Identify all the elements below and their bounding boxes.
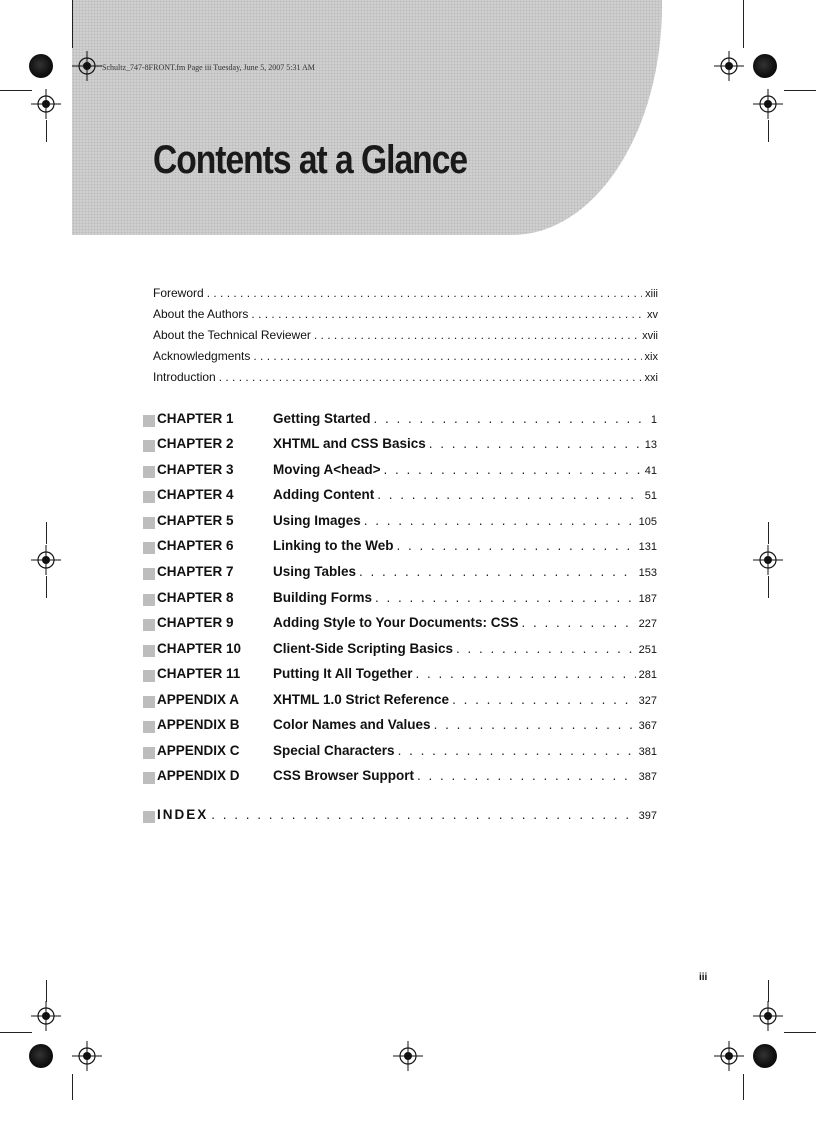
- crop-line: [768, 522, 769, 544]
- leader-dots: [415, 666, 635, 681]
- crop-mark-icon: [753, 545, 783, 575]
- chapter-title: Linking to the Web: [273, 538, 394, 553]
- registration-dot-icon: [29, 54, 53, 78]
- chapter-title: Moving A<head>: [273, 462, 381, 477]
- crop-mark-icon: [753, 89, 783, 119]
- chapter-label: CHAPTER 4: [157, 487, 234, 502]
- leader-dots: [452, 692, 636, 707]
- leader-dots: [434, 717, 636, 732]
- crop-mark-icon: [714, 51, 744, 81]
- bullet-icon: [143, 721, 155, 733]
- crop-line: [784, 1032, 816, 1033]
- chapter-page: 251: [638, 644, 657, 656]
- leader-dots: [374, 411, 648, 426]
- index-title: INDEX: [157, 807, 209, 822]
- bullet-icon: [143, 491, 155, 503]
- index-page: 397: [638, 810, 657, 822]
- chapter-title: Using Images: [273, 513, 361, 528]
- crop-mark-icon: [31, 1001, 61, 1031]
- leader-dots: [377, 487, 642, 502]
- leader-dots: [375, 590, 636, 605]
- toc-entry-page: xix: [644, 351, 658, 363]
- bullet-icon: [143, 670, 155, 682]
- toc-entry-title: About the Technical Reviewer: [153, 328, 311, 342]
- crop-line: [743, 1074, 744, 1100]
- chapter-label: APPENDIX B: [157, 717, 240, 732]
- chapter-label: CHAPTER 6: [157, 538, 234, 553]
- crop-mark-icon: [31, 545, 61, 575]
- toc-chapter-7[interactable]: [143, 564, 657, 584]
- toc-entry-title: About the Authors: [153, 307, 249, 321]
- crop-line: [72, 0, 73, 48]
- chapter-page: 131: [638, 541, 657, 553]
- crop-mark-icon: [714, 1041, 744, 1071]
- toc-entry-introduction[interactable]: [153, 370, 658, 386]
- crop-line: [743, 0, 744, 48]
- chapter-label: CHAPTER 11: [157, 666, 241, 681]
- chapter-page: 281: [638, 669, 657, 681]
- chapter-label: CHAPTER 9: [157, 615, 234, 630]
- chapter-page: 367: [638, 720, 657, 732]
- crop-line: [72, 1074, 73, 1100]
- crop-line: [46, 120, 47, 142]
- crop-line: [768, 120, 769, 142]
- toc-chapter-2[interactable]: [143, 436, 657, 456]
- crop-line: [0, 90, 32, 91]
- chapter-title: Getting Started: [273, 411, 371, 426]
- toc-entry-about-authors[interactable]: [153, 307, 658, 323]
- crop-line: [46, 980, 47, 1002]
- leader-dots: [211, 807, 635, 822]
- bullet-icon: [143, 696, 155, 708]
- bullet-icon: [143, 517, 155, 529]
- chapter-title: XHTML 1.0 Strict Reference: [273, 692, 450, 707]
- toc-chapter-11[interactable]: [143, 666, 657, 686]
- chapter-page: 51: [644, 490, 657, 502]
- toc-chapter-9[interactable]: [143, 615, 657, 635]
- chapter-page: 13: [644, 439, 657, 451]
- toc-chapter-4[interactable]: [143, 487, 657, 507]
- toc-entry-page: xxi: [644, 372, 658, 384]
- bullet-icon: [143, 440, 155, 452]
- bullet-icon: [143, 415, 155, 427]
- crop-mark-icon: [72, 51, 102, 81]
- toc-chapter-5[interactable]: [143, 513, 657, 533]
- leader-dots: [359, 564, 636, 579]
- leader-dots: [456, 641, 636, 656]
- chapter-label: APPENDIX A: [157, 692, 240, 707]
- crop-line: [46, 522, 47, 544]
- toc-entry-page: xiii: [645, 288, 658, 300]
- crop-mark-icon: [753, 1001, 783, 1031]
- chapter-label: CHAPTER 8: [157, 590, 234, 605]
- chapter-label: APPENDIX C: [157, 743, 240, 758]
- bullet-icon: [143, 811, 155, 823]
- chapter-page: 105: [638, 516, 657, 528]
- toc-entry-foreword[interactable]: [153, 286, 658, 302]
- leader-dots: [397, 538, 636, 553]
- leader-dots: [364, 513, 636, 528]
- chapter-page: 327: [638, 695, 657, 707]
- chapter-title: Adding Style to Your Documents: CSS: [273, 615, 519, 630]
- bullet-icon: [143, 594, 155, 606]
- crop-line: [46, 576, 47, 598]
- crop-line: [0, 1032, 32, 1033]
- bullet-icon: [143, 619, 155, 631]
- toc-chapter-10[interactable]: [143, 641, 657, 661]
- toc-chapter-6[interactable]: [143, 538, 657, 558]
- toc-appendix-d[interactable]: [143, 768, 657, 788]
- chapter-title: Client-Side Scripting Basics: [273, 641, 454, 656]
- page-title: Contents at a Glance: [153, 138, 468, 182]
- leader-dots: [384, 462, 642, 477]
- leader-dots: [253, 349, 641, 363]
- registration-dot-icon: [753, 1044, 777, 1068]
- toc-chapter-8[interactable]: [143, 590, 657, 610]
- chapter-title: CSS Browser Support: [273, 768, 415, 783]
- chapter-title: Building Forms: [273, 590, 372, 605]
- bullet-icon: [143, 772, 155, 784]
- chapter-label: CHAPTER 5: [157, 513, 234, 528]
- leader-dots: [207, 286, 642, 300]
- chapter-label: CHAPTER 2: [157, 436, 234, 451]
- toc-entry-page: xvii: [642, 330, 658, 342]
- chapter-label: CHAPTER 10: [157, 641, 242, 656]
- registration-dot-icon: [753, 54, 777, 78]
- bullet-icon: [143, 747, 155, 759]
- chapter-title: Using Tables: [273, 564, 357, 579]
- toc-entry-technical-reviewer[interactable]: [153, 328, 658, 344]
- toc-appendix-a[interactable]: [143, 692, 657, 712]
- leader-dots: [398, 743, 636, 758]
- bullet-icon: [143, 568, 155, 580]
- chapter-label: APPENDIX D: [157, 768, 240, 783]
- toc-entry-acknowledgments[interactable]: [153, 349, 658, 365]
- crop-line: [768, 576, 769, 598]
- leader-dots: [522, 615, 636, 630]
- toc-appendix-b[interactable]: [143, 717, 657, 737]
- bullet-icon: [143, 645, 155, 657]
- crop-mark-icon: [31, 89, 61, 119]
- toc-entry-title: Acknowledgments: [153, 349, 251, 363]
- chapter-label: CHAPTER 7: [157, 564, 234, 579]
- registration-dot-icon: [29, 1044, 53, 1068]
- chapter-title: Adding Content: [273, 487, 375, 502]
- crop-mark-icon: [393, 1041, 423, 1071]
- print-slug: Schultz_747-8FRONT.fm Page iii Tuesday, June 5, 2007 5:31 AM: [102, 63, 315, 72]
- chapter-title: Putting It All Together: [273, 666, 413, 681]
- chapter-page: 1: [650, 414, 657, 426]
- toc-entry-title: Introduction: [153, 370, 216, 384]
- crop-line: [768, 980, 769, 1002]
- leader-dots: [219, 370, 642, 384]
- leader-dots: [251, 307, 644, 321]
- chapter-page: 387: [638, 771, 657, 783]
- bullet-icon: [143, 542, 155, 554]
- chapter-label: CHAPTER 1: [157, 411, 234, 426]
- chapter-title: Special Characters: [273, 743, 395, 758]
- crop-line: [784, 90, 816, 91]
- crop-mark-icon: [72, 1041, 102, 1071]
- chapter-page: 381: [638, 746, 657, 758]
- chapter-title: XHTML and CSS Basics: [273, 436, 426, 451]
- toc-entry-title: Foreword: [153, 286, 204, 300]
- chapter-page: 41: [644, 465, 657, 477]
- toc-entry-page: xv: [647, 309, 658, 321]
- header-band: [72, 0, 662, 235]
- leader-dots: [417, 768, 636, 783]
- leader-dots: [429, 436, 642, 451]
- leader-dots: [314, 328, 639, 342]
- chapter-page: 227: [638, 618, 657, 630]
- bullet-icon: [143, 466, 155, 478]
- chapter-title: Color Names and Values: [273, 717, 431, 732]
- chapter-page: 187: [638, 593, 657, 605]
- toc-chapter-3[interactable]: [143, 462, 657, 482]
- toc-chapter-1[interactable]: [143, 411, 657, 431]
- toc-index[interactable]: [143, 807, 657, 827]
- page-number: iii: [699, 972, 708, 983]
- toc-appendix-c[interactable]: [143, 743, 657, 763]
- chapter-page: 153: [638, 567, 657, 579]
- chapter-label: CHAPTER 3: [157, 462, 234, 477]
